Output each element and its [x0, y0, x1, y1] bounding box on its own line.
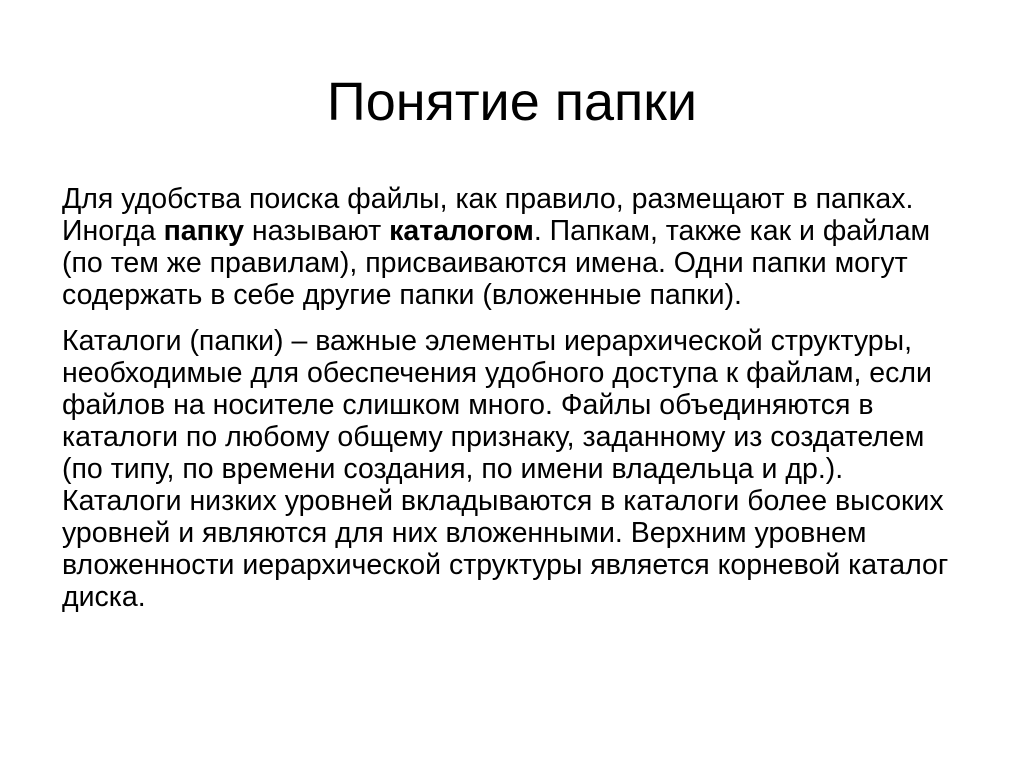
term-folder: папку [163, 215, 244, 247]
paragraph-folder-definition [62, 183, 962, 311]
slide-title: Понятие папки [326, 72, 698, 132]
term-directory: каталогом [389, 215, 534, 247]
paragraph1-text-1: Для удобства поиска файлы, как правило, размещают в папках. Иногда [62, 183, 914, 247]
paragraph1-text-2: называют [244, 215, 390, 247]
slide-body [62, 183, 962, 627]
paragraph1-text-3: . Папкам, также как и файлам (по тем же правилам), присваиваются имена. Одни папки могут содержать в себе другие папки (вложенные папки). [62, 215, 931, 311]
paragraph-directory-hierarchy: Каталоги (папки) – важные элементы иерархической структуры, необходимые для обеспечения удобного доступа к файлам, если файлов на носителе слишком много. Файлы объединяются в каталоги по любому общему признаку, заданному из создателем (по типу, по времени создания, по имени владельца и др.). Каталоги низких уровней вкладываются в каталоги более высоких уровней и являются для них вложенными. Верхним уровнем вложенности иерархической структуры является корневой каталог диска. [62, 325, 949, 613]
